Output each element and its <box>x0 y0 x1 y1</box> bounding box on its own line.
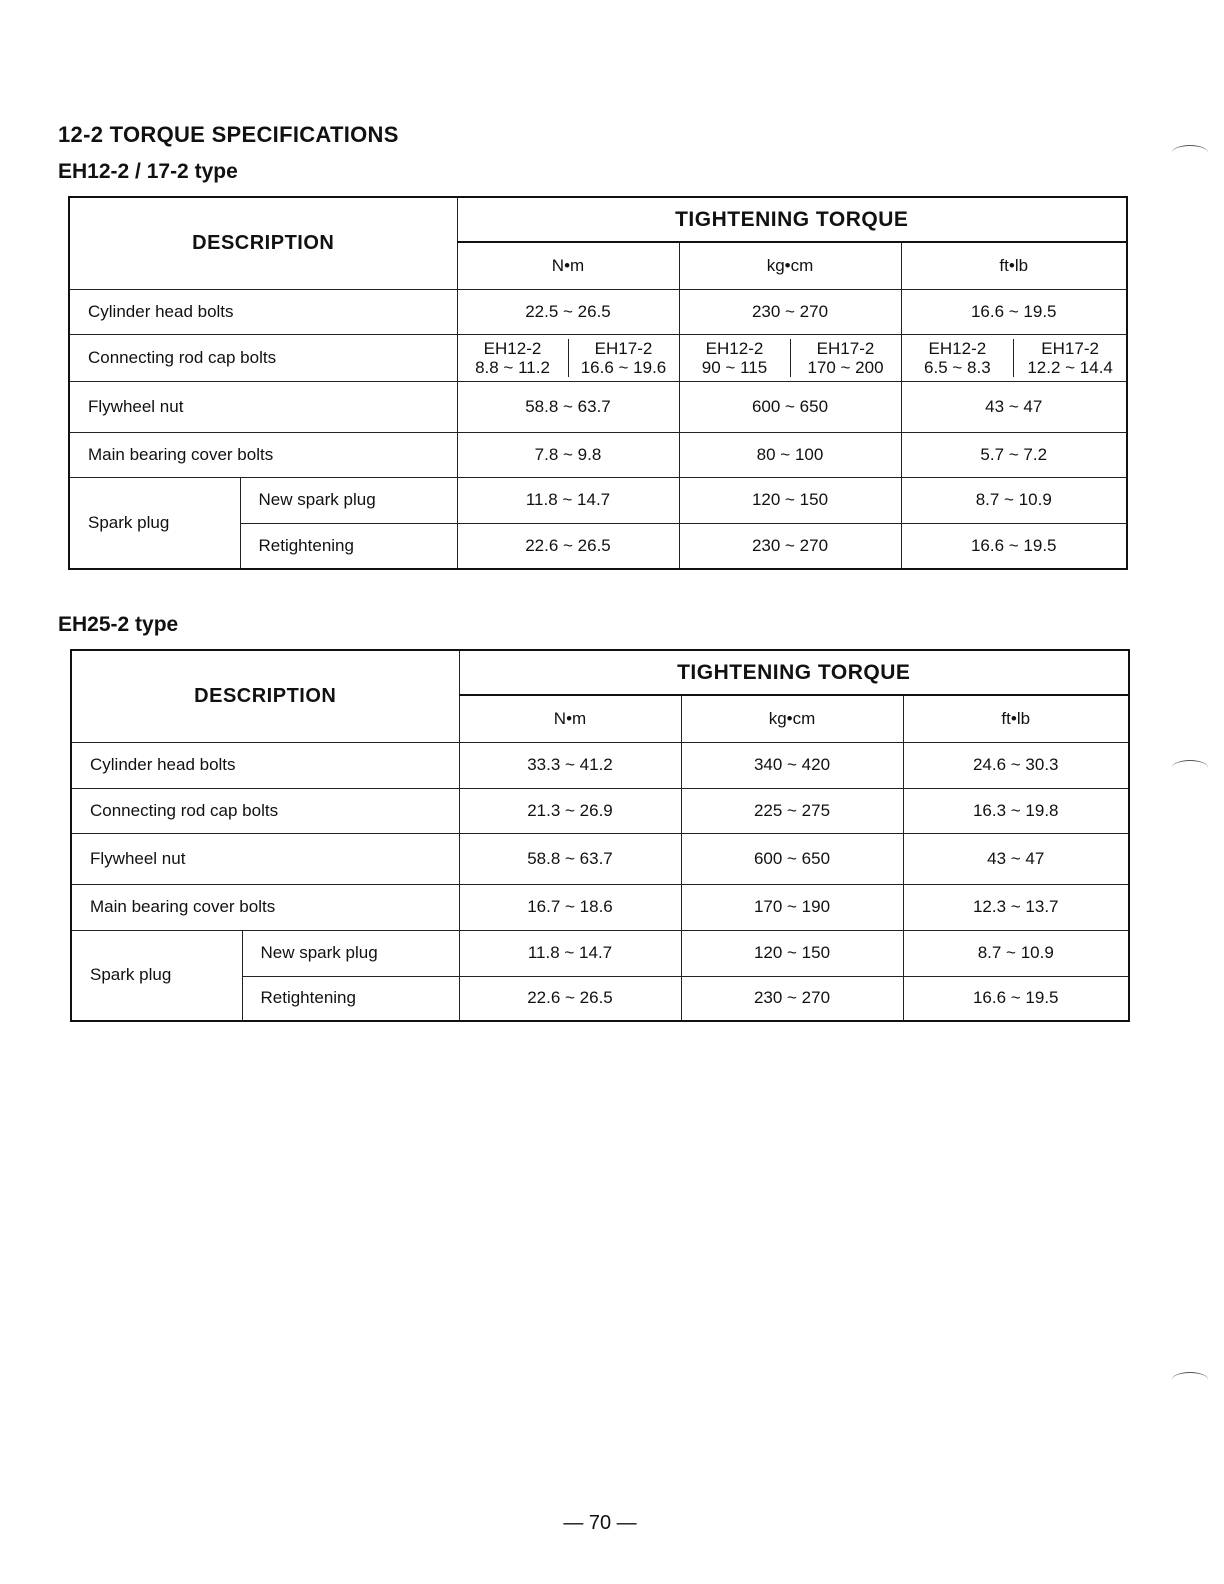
model-eh12: EH12-2 <box>705 338 764 358</box>
description-header: DESCRIPTION <box>69 197 457 289</box>
table-row-spark-new <box>71 930 1129 976</box>
value-ftlb: 43 ~ 47 <box>903 833 1129 884</box>
row-label-spark-plug: Spark plug <box>71 930 242 1021</box>
table-title-eh25: EH25-2 type <box>58 613 179 636</box>
table-title-eh12-17: EH12-2 / 17-2 type <box>58 160 238 183</box>
value-eh17: 170 ~ 200 <box>807 357 884 377</box>
table-row-spark-new <box>69 477 1127 523</box>
unit-ftlb: ft•lb <box>901 242 1127 289</box>
row-label: Flywheel nut <box>71 833 459 884</box>
row-label: Cylinder head bolts <box>71 742 459 788</box>
table-row-flywheel <box>69 381 1127 432</box>
value-kgcm: 120 ~ 150 <box>681 930 903 976</box>
value-eh17: 12.2 ~ 14.4 <box>1027 357 1113 377</box>
value-nm: 22.6 ~ 26.5 <box>457 523 679 569</box>
value-kgcm: 225 ~ 275 <box>681 788 903 833</box>
value-kgcm: 170 ~ 190 <box>681 884 903 930</box>
unit-kgcm: kg•cm <box>679 242 901 289</box>
value-ftlb: 43 ~ 47 <box>901 381 1127 432</box>
tightening-torque-header: TIGHTENING TORQUE <box>459 650 1129 695</box>
model-eh17: EH17-2 <box>816 338 875 358</box>
table-row-conrod <box>69 334 1127 381</box>
row-sublabel: Retightening <box>242 976 459 1021</box>
description-header: DESCRIPTION <box>71 650 459 742</box>
model-eh12: EH12-2 <box>928 338 987 358</box>
value-nm: 58.8 ~ 63.7 <box>457 381 679 432</box>
row-label: Main bearing cover bolts <box>71 884 459 930</box>
binder-mark <box>1172 760 1208 775</box>
row-label: Flywheel nut <box>69 381 457 432</box>
value-ftlb: 16.6 ~ 19.5 <box>901 289 1127 334</box>
value-kgcm: 230 ~ 270 <box>681 976 903 1021</box>
value-eh12: 90 ~ 115 <box>701 357 768 377</box>
value-ftlb: 16.6 ~ 19.5 <box>903 976 1129 1021</box>
value-nm: 21.3 ~ 26.9 <box>459 788 681 833</box>
row-sublabel: Retightening <box>240 523 457 569</box>
table-row-main-bearing <box>69 432 1127 477</box>
row-label: Connecting rod cap bolts <box>71 788 459 833</box>
value-ftlb: 5.7 ~ 7.2 <box>901 432 1127 477</box>
value-ftlb: 24.6 ~ 30.3 <box>903 742 1129 788</box>
value-kgcm: 230 ~ 270 <box>679 289 901 334</box>
value-eh12: 6.5 ~ 8.3 <box>924 357 991 377</box>
row-label: Main bearing cover bolts <box>69 432 457 477</box>
model-eh12: EH12-2 <box>483 338 542 358</box>
value-nm: 7.8 ~ 9.8 <box>457 432 679 477</box>
value-ftlb-split <box>901 334 1127 381</box>
value-ftlb: 12.3 ~ 13.7 <box>903 884 1129 930</box>
unit-ftlb: ft•lb <box>903 695 1129 742</box>
table-row-conrod <box>71 788 1129 833</box>
table-row-flywheel <box>71 833 1129 884</box>
page-number: — 70 — <box>563 1512 637 1534</box>
tightening-torque-header: TIGHTENING TORQUE <box>457 197 1127 242</box>
value-nm: 11.8 ~ 14.7 <box>457 477 679 523</box>
binder-mark <box>1172 1372 1208 1387</box>
table-row-main-bearing <box>71 884 1129 930</box>
value-ftlb: 16.6 ~ 19.5 <box>901 523 1127 569</box>
value-nm: 16.7 ~ 18.6 <box>459 884 681 930</box>
row-sublabel: New spark plug <box>240 477 457 523</box>
value-kgcm: 80 ~ 100 <box>679 432 901 477</box>
value-kgcm: 340 ~ 420 <box>681 742 903 788</box>
value-kgcm: 600 ~ 650 <box>679 381 901 432</box>
value-kgcm-split <box>679 334 901 381</box>
unit-nm: N•m <box>459 695 681 742</box>
value-nm: 33.3 ~ 41.2 <box>459 742 681 788</box>
row-label-spark-plug: Spark plug <box>69 477 240 569</box>
row-label: Cylinder head bolts <box>69 289 457 334</box>
table-row-cylinder-head <box>69 289 1127 334</box>
value-nm: 22.6 ~ 26.5 <box>459 976 681 1021</box>
value-ftlb: 8.7 ~ 10.9 <box>903 930 1129 976</box>
table-header-row <box>71 650 1129 695</box>
value-kgcm: 600 ~ 650 <box>681 833 903 884</box>
value-ftlb: 8.7 ~ 10.9 <box>901 477 1127 523</box>
value-kgcm: 120 ~ 150 <box>679 477 901 523</box>
torque-table-eh25 <box>70 649 1130 1022</box>
section-title: 12-2 TORQUE SPECIFICATIONS <box>58 122 399 147</box>
table-header-row <box>69 197 1127 242</box>
value-kgcm: 230 ~ 270 <box>679 523 901 569</box>
value-eh12: 8.8 ~ 11.2 <box>475 357 550 377</box>
binder-mark <box>1172 145 1208 160</box>
table-row-cylinder-head <box>71 742 1129 788</box>
row-sublabel: New spark plug <box>242 930 459 976</box>
value-nm: 11.8 ~ 14.7 <box>459 930 681 976</box>
value-ftlb: 16.3 ~ 19.8 <box>903 788 1129 833</box>
unit-nm: N•m <box>457 242 679 289</box>
model-eh17: EH17-2 <box>594 338 653 358</box>
value-nm-split <box>457 334 679 381</box>
value-nm: 22.5 ~ 26.5 <box>457 289 679 334</box>
value-nm: 58.8 ~ 63.7 <box>459 833 681 884</box>
torque-table-eh12-17 <box>68 196 1128 570</box>
unit-kgcm: kg•cm <box>681 695 903 742</box>
value-eh17: 16.6 ~ 19.6 <box>580 357 667 377</box>
row-label: Connecting rod cap bolts <box>69 334 457 381</box>
model-eh17: EH17-2 <box>1041 338 1099 358</box>
